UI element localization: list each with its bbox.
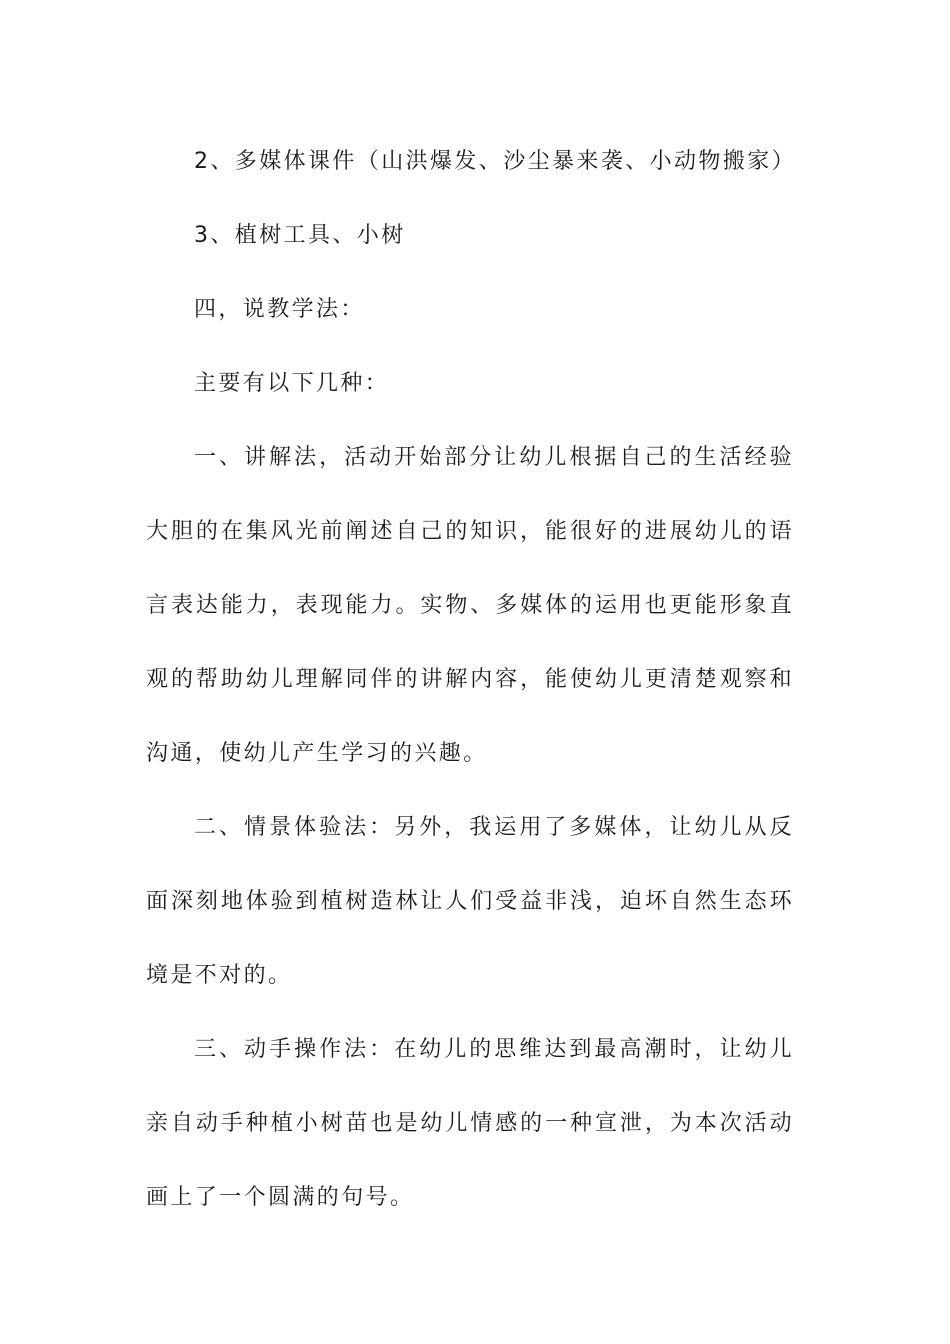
method-explanation-paragraph: 一、讲解法，活动开始部分让幼儿根据自己的生活经验大胆的在集风光前阐述自己的知识，能很好的进展幼儿的语言表达能力，表现能力。实物、多媒体的运用也更能形象直观的帮助幼儿理解同伴的讲解内容，能使幼儿更清楚观察和沟通，使幼儿产生学习的兴趣。: [146, 445, 794, 766]
method-hands-on-paragraph: 三、动手操作法：在幼儿的思维达到最高潮时，让幼儿亲自动手种植小树苗也是幼儿情感的一种宣泄，为本次活动画上了一个圆满的句号。: [146, 1037, 794, 1210]
method-scenario-paragraph: 二、情景体验法：另外，我运用了多媒体，让幼儿从反面深刻地体验到植树造林让人们受益非浅，迫坏自然生态环境是不对的。: [146, 815, 794, 988]
list-item-materials-2: 2、多媒体课件（山洪爆发、沙尘暴来袭、小动物搬家）: [194, 149, 796, 174]
list-item-materials-3: 3、植树工具、小树: [194, 223, 406, 248]
section-heading-teaching-methods: 四，说教学法：: [194, 297, 365, 322]
methods-intro-paragraph: 主要有以下几种：: [194, 371, 390, 396]
document-body: [146, 125, 794, 1235]
